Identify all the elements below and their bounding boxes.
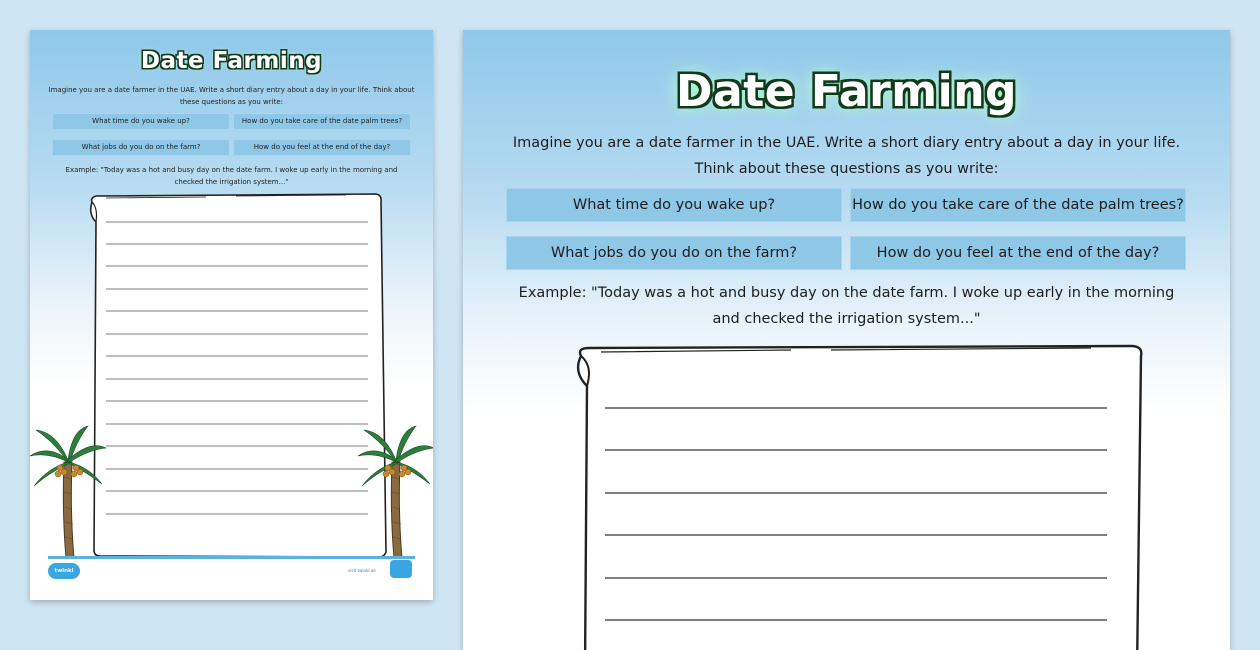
example-text: Example: "Today was a hot and busy day on the date farm. I woke up early in the morning and checked the irrigation system..." [65, 166, 398, 186]
writing-paper [86, 192, 392, 560]
worksheet-intro: Imagine you are a date farmer in the UAE. Write a short diary entry about a day in your life. Think about these questions as you write: [512, 135, 1181, 177]
question-box-wake-up: What time do you wake up? [52, 113, 230, 130]
twinkl-logo-icon: twinkl [48, 563, 80, 579]
question-box-farm-jobs: What jobs do you do on the farm? [52, 139, 230, 156]
question-box-feelings: How do you feel at the end of the day? [850, 236, 1186, 270]
palm-tree-icon [356, 422, 433, 562]
question-box-feelings: How do you feel at the end of the day? [233, 139, 411, 156]
question-box-wake-up: What time do you wake up? [506, 188, 842, 222]
worksheet-intro: Imagine you are a date farmer in the UAE. Write a short diary entry about a day in your life. Think about these questions as you write: [48, 86, 415, 106]
question-box-palm-care: How do you take care of the date palm trees? [233, 113, 411, 130]
question-box-palm-care: How do you take care of the date palm trees? [850, 188, 1186, 222]
question-box-farm-jobs: What jobs do you do on the farm? [506, 236, 842, 270]
example-text: Example: "Today was a hot and busy day on the date farm. I woke up early in the morning and checked the irrigation system..." [518, 285, 1175, 327]
website-text: visit twinkl.ae [348, 568, 376, 573]
worksheet-title: Date Farming [675, 66, 1018, 117]
writing-paper [571, 342, 1145, 650]
palm-tree-icon [30, 422, 108, 562]
quality-badge-icon [390, 560, 412, 578]
worksheet-title: Date Farming [140, 48, 323, 74]
worksheet-preview-small [30, 30, 433, 600]
worksheet-preview-large [463, 30, 1230, 650]
ground-line [48, 556, 415, 559]
